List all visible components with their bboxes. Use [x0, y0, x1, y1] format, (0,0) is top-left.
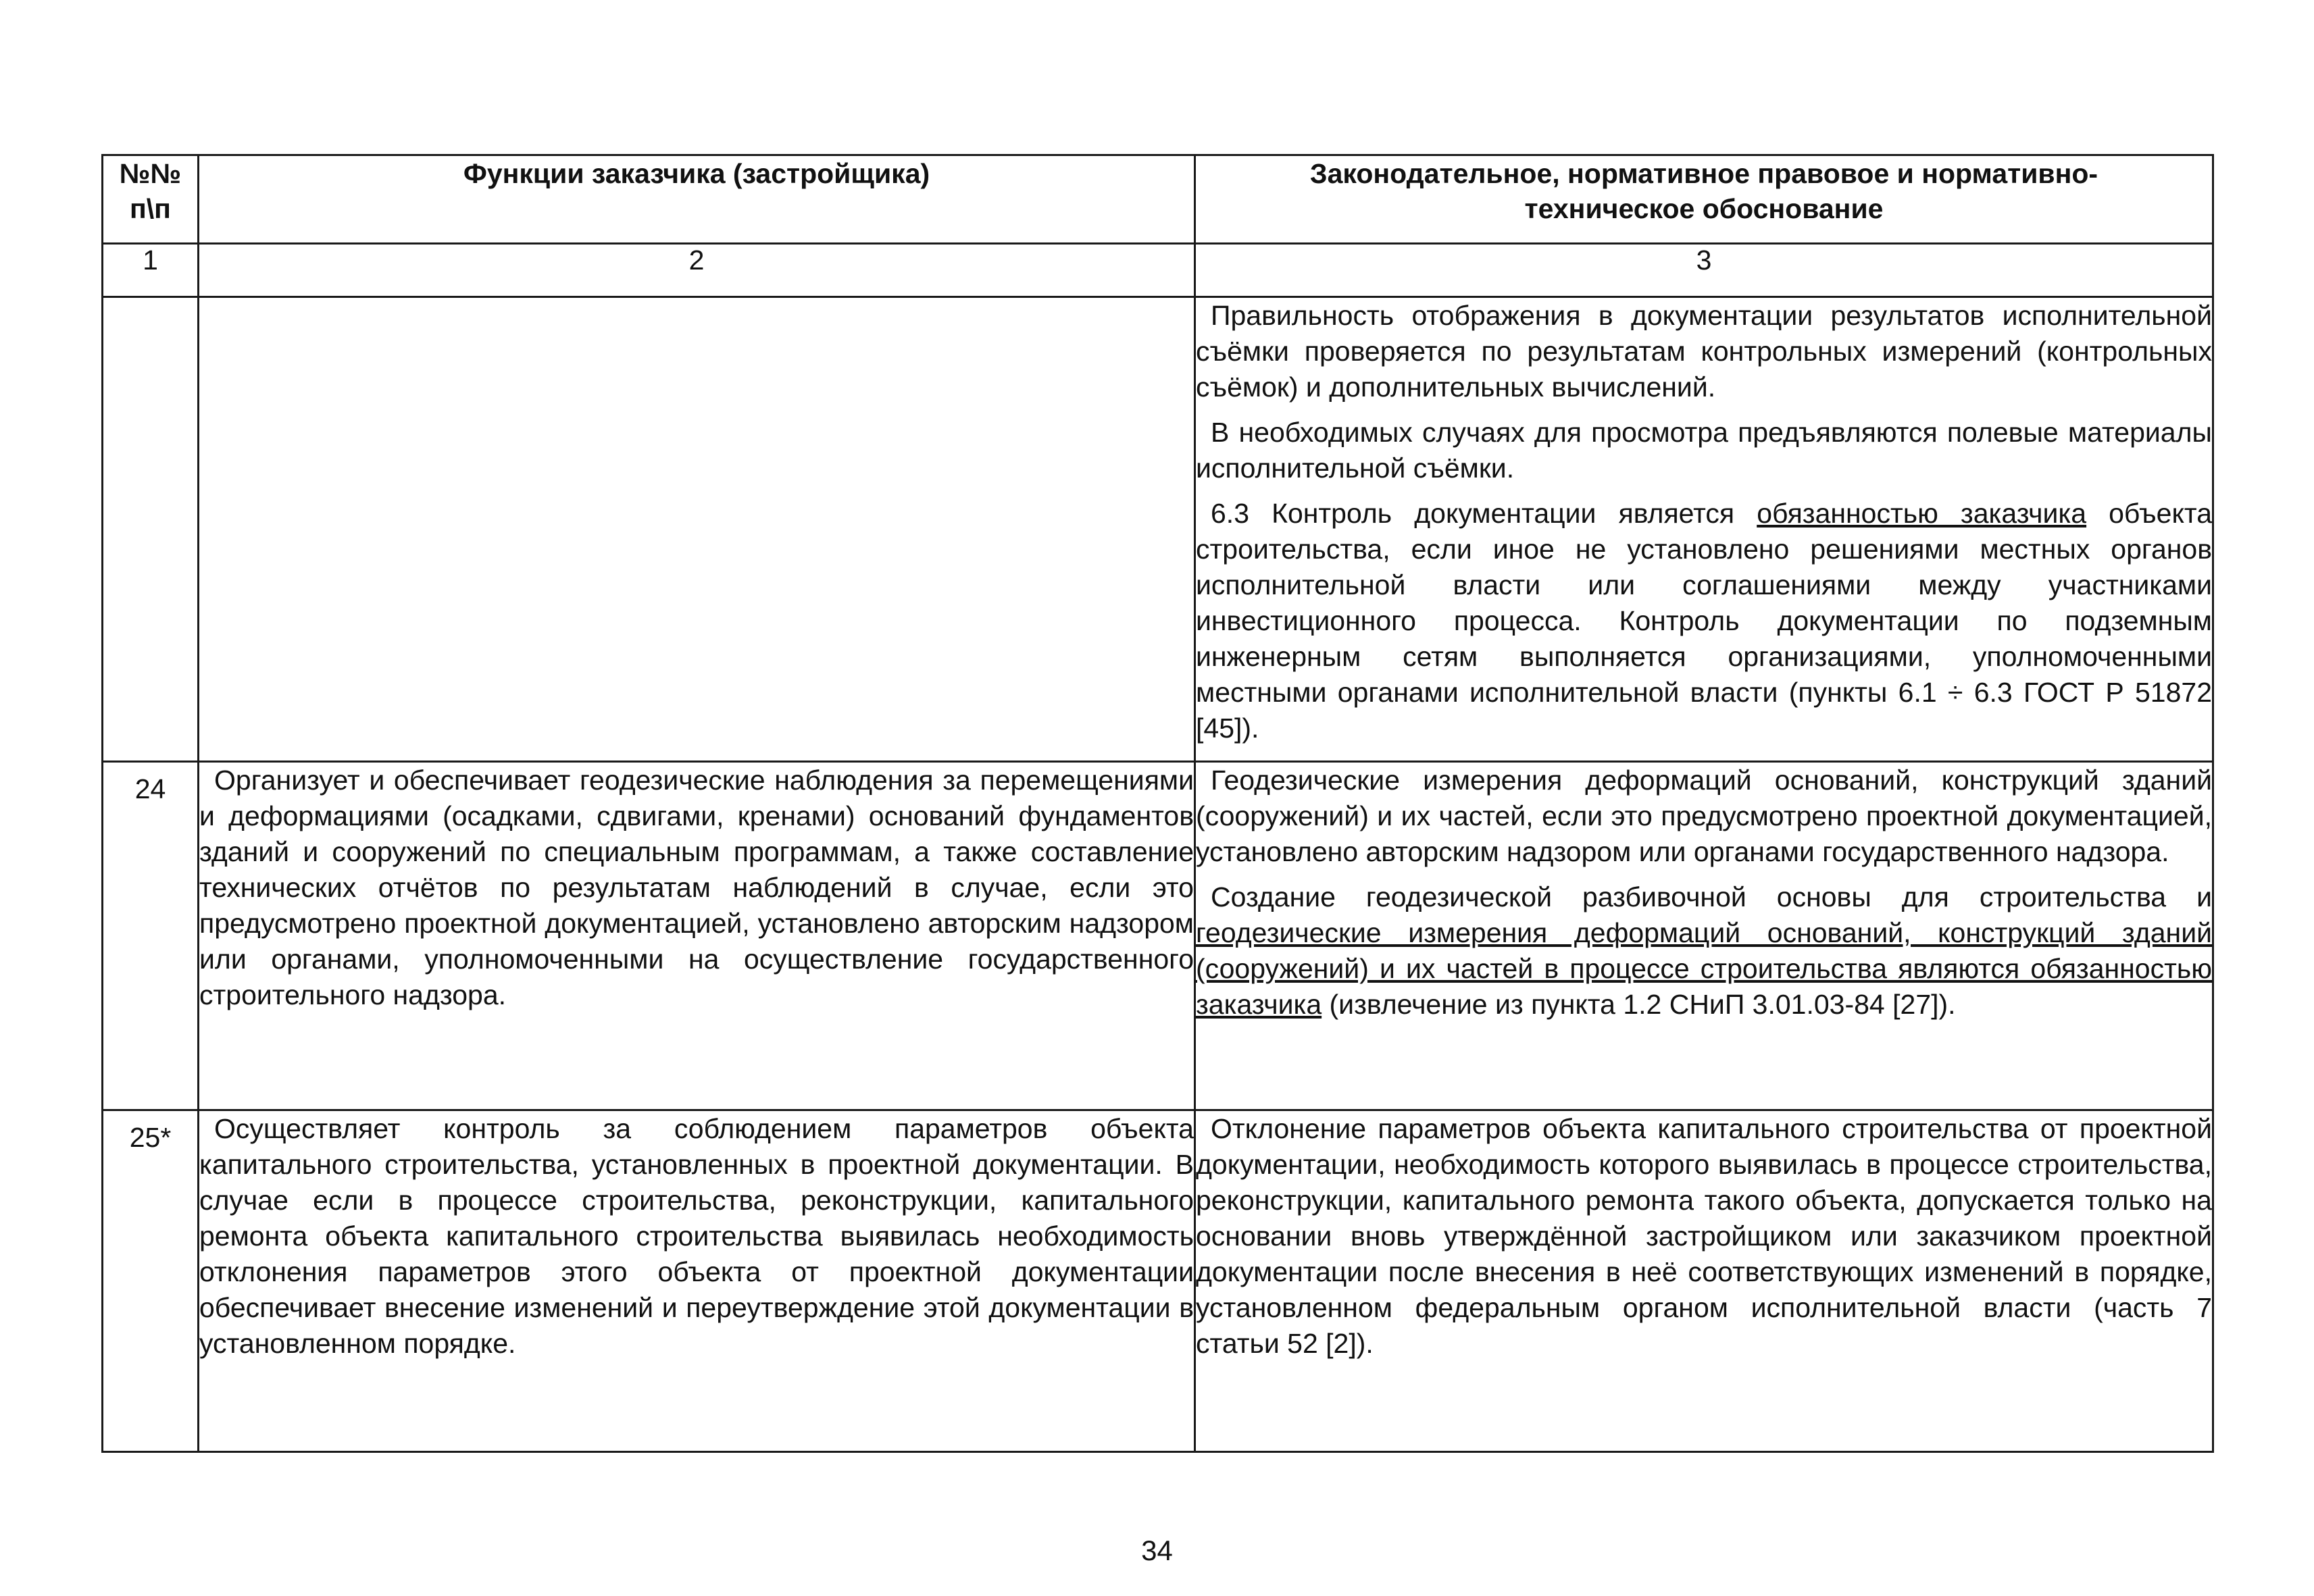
basis-underlined-text: обязанностью заказчика	[1757, 498, 2087, 529]
header-col-number-label: №№ п\п	[119, 158, 182, 224]
basis-text: (извлечение из пункта 1.2 СНиП 3.01.03-84 [27]).	[1322, 989, 1956, 1020]
header-col-functions-label: Функции заказчика (застройщика)	[463, 158, 930, 189]
row-basis	[1195, 297, 2213, 762]
column-number-1: 1	[103, 244, 199, 297]
column-number-3: 3	[1195, 244, 2213, 297]
header-col-functions	[199, 155, 1195, 244]
basis-paragraph: В необходимых случаях для просмотра предъявляются полевые материалы исполнительной съёмки.	[1196, 417, 2212, 484]
basis-paragraph	[1196, 879, 2212, 1023]
column-numbering-row	[103, 244, 2213, 297]
header-col-basis	[1195, 155, 2213, 244]
column-number-2: 2	[199, 244, 1195, 297]
function-paragraph: Организует и обеспечивает геодезические наблюдения за перемещениями и деформациями (осадками, сдвигами, кренами) оснований фундаментов зданий и сооружений по специальным программам, а также составление технических отчётов по результатам наблюдений в случае, если это предусмотрено проектной документацией, установлено авторским надзором или органами, уполномоченными на осуществление государственного строительного надзора.	[199, 765, 1194, 1010]
table-row	[103, 1110, 2213, 1452]
basis-text: 6.3 Контроль документации является	[1211, 498, 1757, 529]
row-function	[199, 297, 1195, 762]
table-header-row	[103, 155, 2213, 244]
row-function	[199, 1110, 1195, 1452]
function-paragraph: Осуществляет контроль за соблюдением параметров объекта капитального строительства, установленных в проектной документации. В случае если в процессе строительства, реконструкции, капитального ремонта объекта капитального строительства выявилась необходимость отклонения параметров этого объекта от проектной документации обеспечивает внесение изменений и переутверждение этой документации в установленном порядке.	[199, 1113, 1194, 1359]
basis-paragraph: Геодезические измерения деформаций оснований, конструкций зданий (сооружений) и их частей, если это предусмотрено проектной документацией, установлено авторским надзором или органами государственного надзора.	[1196, 765, 2212, 867]
header-col-basis-label: Законодательное, нормативное правовое и нормативно-техническое обоснование	[1309, 158, 2098, 224]
row-number: 25*	[103, 1110, 199, 1452]
row-number	[103, 297, 199, 762]
header-col-number	[103, 155, 199, 244]
row-basis	[1195, 762, 2213, 1110]
basis-text: Создание геодезической разбивочной основы для строительства и	[1211, 881, 2212, 912]
row-function	[199, 762, 1195, 1110]
basis-paragraph	[1196, 496, 2212, 746]
regulation-table	[101, 154, 2214, 1453]
row-number: 24	[103, 762, 199, 1110]
row-basis	[1195, 1110, 2213, 1452]
page-number: 34	[1141, 1535, 1173, 1566]
basis-underlined-text: геодезические измерения деформаций оснований, конструкций зданий (сооружений) и их частей в процессе строительства являются обязанностью заказчика	[1196, 917, 2212, 1020]
basis-paragraph: Отклонение параметров объекта капитального строительства от проектной документации, необходимость которого выявилась в процессе строительства, реконструкции, капитального ремонта такого объекта, допускается только на основании вновь утверждённой застройщиком или заказчиком проектной документации после внесения в неё соответствующих изменений в порядке, установленном федеральным органом исполнительной власти (часть 7 статьи 52 [2]).	[1196, 1113, 2212, 1359]
basis-text: объекта строительства, если иное не установлено решениями местных органов исполнительной власти или соглашениями между участниками инвестиционного процесса. Контроль документации по подземным инженерным сетям выполняется организациями, уполномоченными местными органами исполнительной власти (пункты 6.1 ÷ 6.3 ГОСТ Р 51872 [45]).	[1196, 498, 2212, 744]
basis-paragraph: Правильность отображения в документации результатов исполнительной съёмки проверяется по результатам контрольных измерений (контрольных съёмок) и дополнительных вычислений.	[1196, 300, 2212, 403]
table-row	[103, 297, 2213, 762]
table-row	[103, 762, 2213, 1110]
